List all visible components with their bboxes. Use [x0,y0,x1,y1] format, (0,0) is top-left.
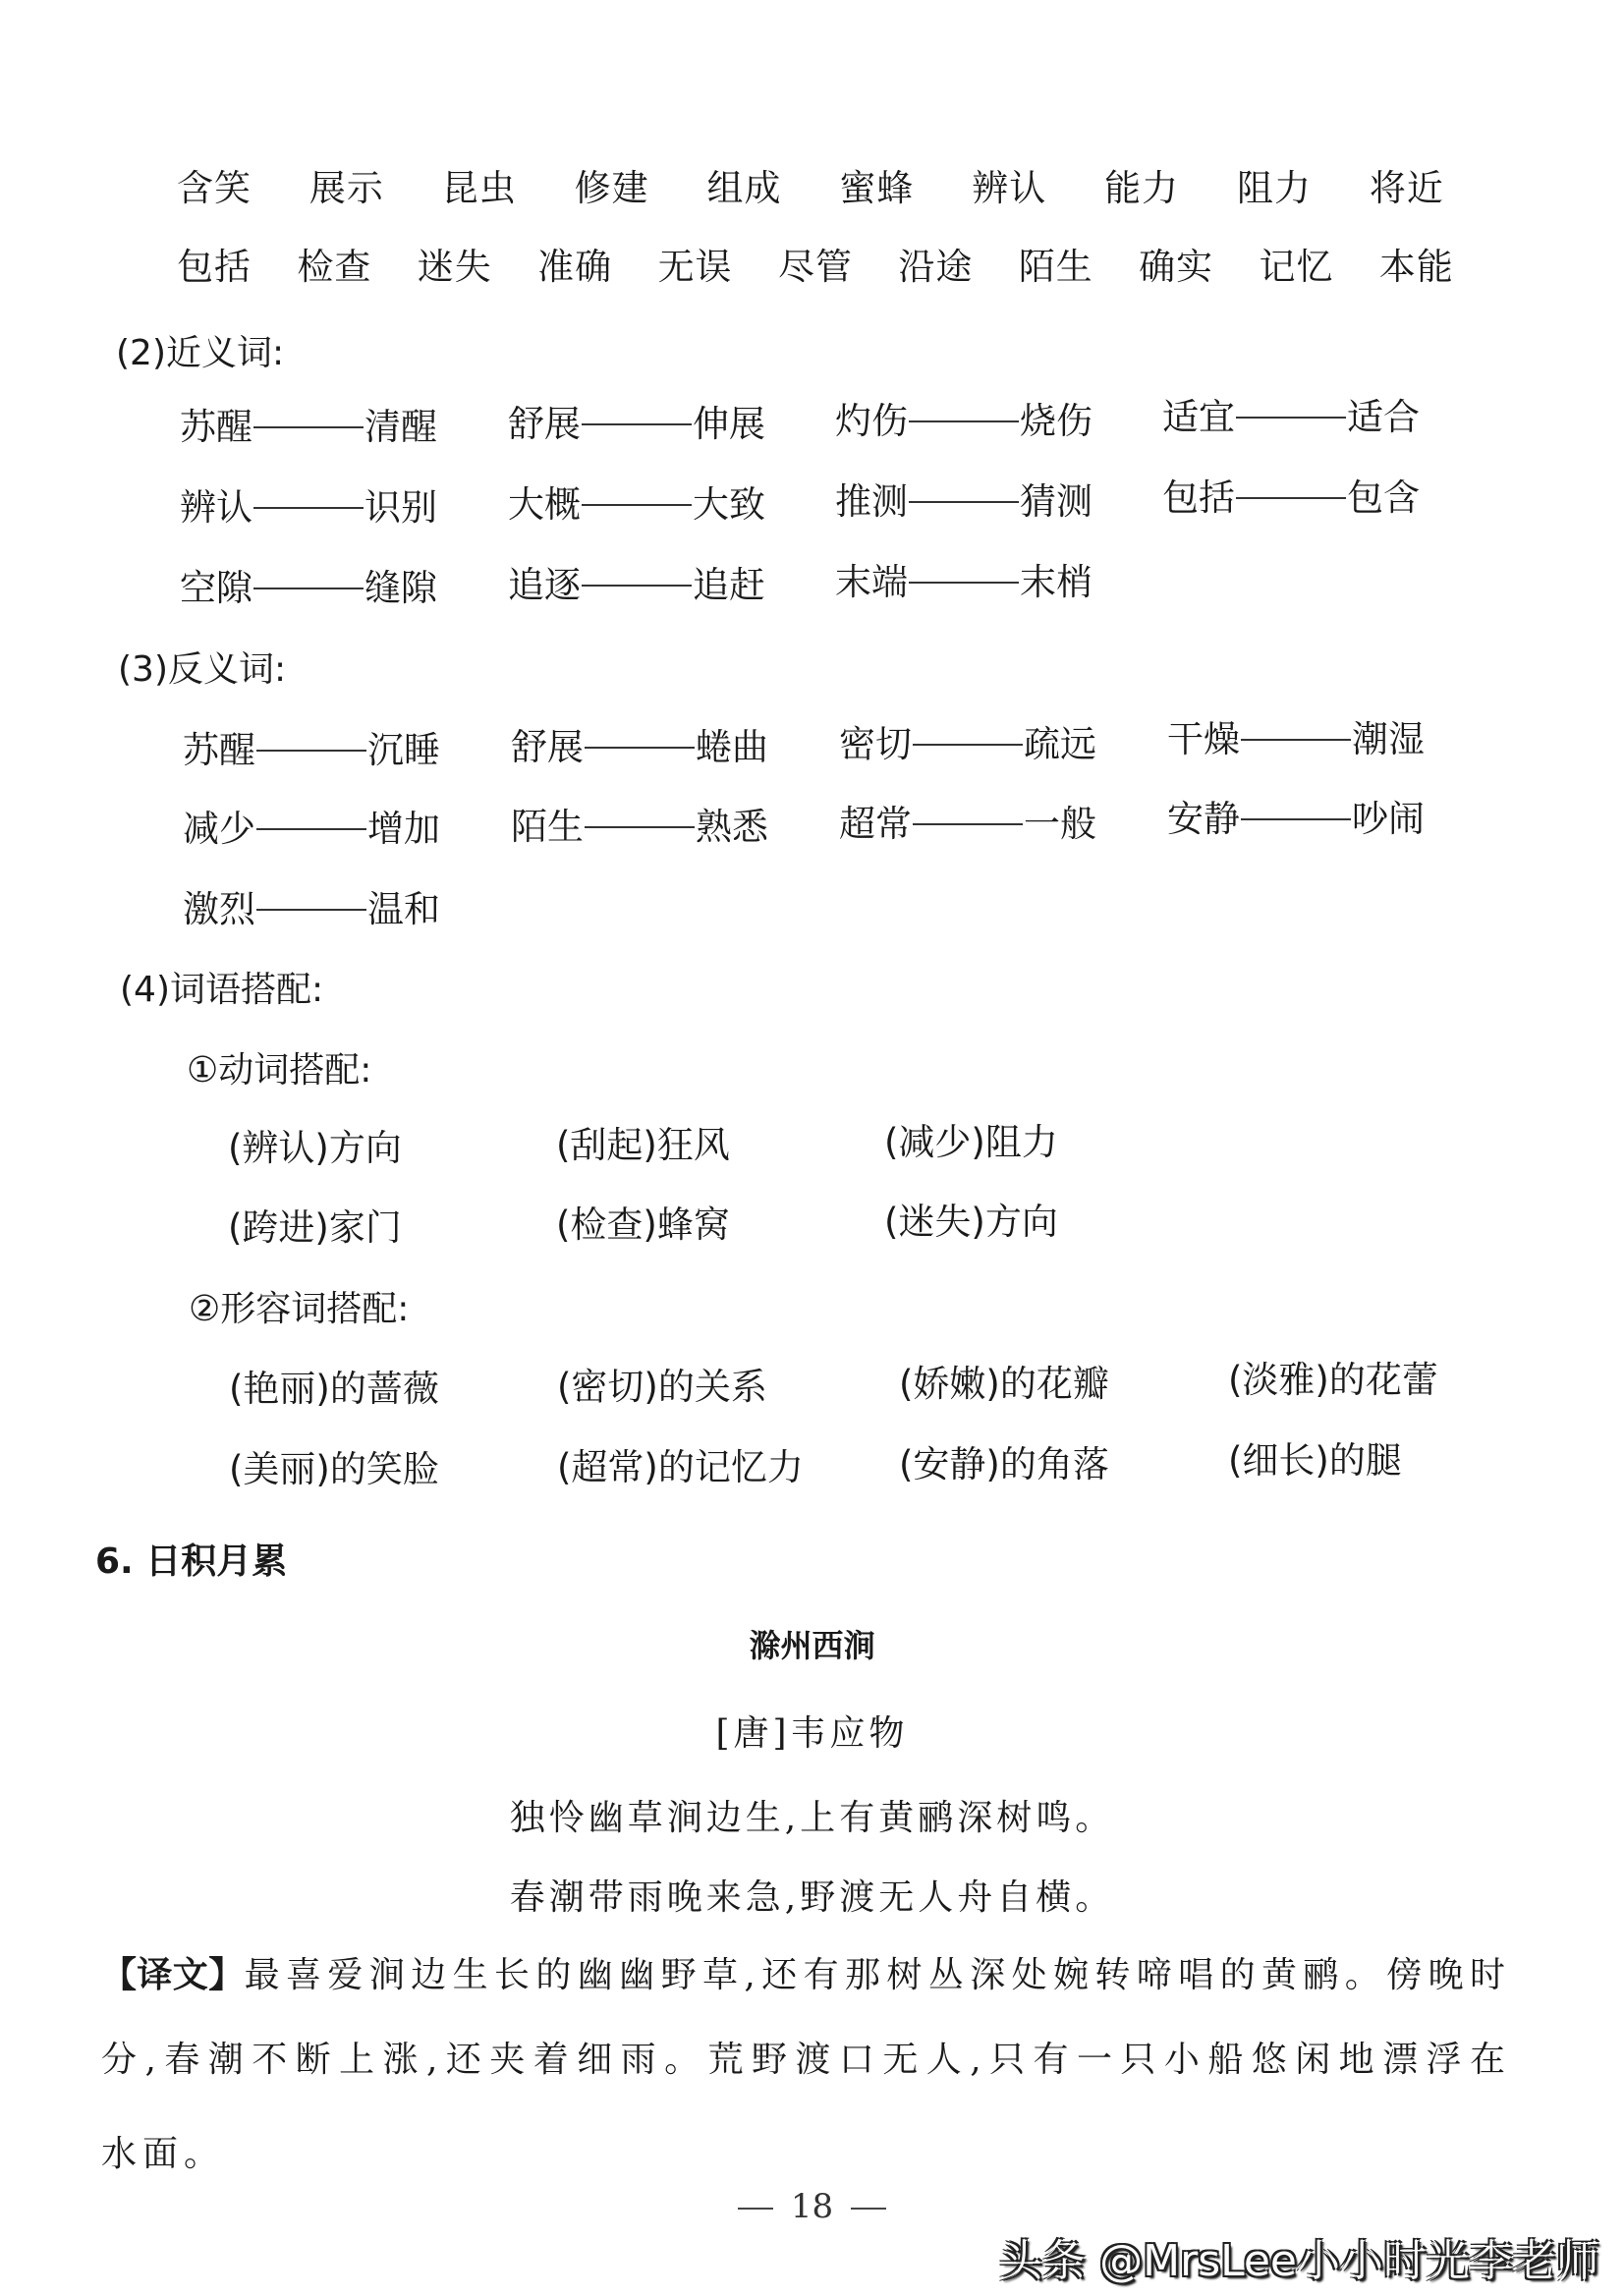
synonym-pair [1162,396,1420,439]
dash-separator [253,426,364,428]
dash-separator [585,747,695,749]
pair-word-b: 末梢 [1020,561,1092,603]
antonym-pair [511,806,768,849]
pair-word-b: 伸展 [693,403,765,445]
dash-separator [909,420,1019,422]
poem-line: 春潮带雨晚来急,野渡无人舟自横。 [509,1877,1115,1918]
section-heading: 6. 日积月累 [95,1541,288,1582]
pair-word-a: 超常 [839,803,912,845]
pair-word-b: 识别 [364,486,437,529]
translation-line [101,1947,1511,1997]
synonym-pair [508,564,765,607]
pair-word-b: 缝隙 [364,567,437,609]
pair-word-b: 烧伤 [1020,400,1092,442]
translation-tag: 【译文】 [101,1955,245,1995]
vocab-word: 能力 [1104,167,1180,209]
pair-word-a: 减少 [183,808,255,850]
pair-word-b: 一般 [1024,803,1096,845]
antonym-pair [183,888,440,931]
synonym-pair [835,480,1092,524]
dash-right [851,2208,886,2210]
pair-word-a: 密切 [839,723,912,765]
pair-word-a: 适宜 [1162,396,1235,438]
pair-word-b: 适合 [1347,396,1420,438]
poem-author: [唐]韦应物 [715,1713,909,1754]
dash-separator [1241,818,1351,820]
collocations-label: (4)词语搭配: [120,970,324,1010]
dash-separator [582,504,692,506]
vocab-word: 检查 [297,246,372,288]
antonym-pair [183,808,440,851]
vocab-word: 无误 [657,246,733,288]
dash-separator [909,582,1019,584]
pair-word-a: 干燥 [1167,718,1240,760]
dash-separator [256,828,366,830]
vocab-word: 准确 [537,246,613,288]
pair-word-a: 舒展 [508,403,581,445]
synonym-pair [835,400,1092,443]
page-number [0,2187,1624,2226]
antonym-pair [511,726,768,769]
dash-separator [1236,497,1346,499]
adjective-collocation: (艳丽)的蔷薇 [229,1368,439,1410]
synonyms-label: (2)近义词: [116,333,285,373]
pair-word-b: 疏远 [1024,723,1096,765]
synonym-pair [180,567,437,610]
pair-word-a: 苏醒 [180,406,252,448]
dash-separator [585,826,695,828]
verb-collocation: (检查)蜂窝 [556,1204,730,1246]
pair-word-a: 追逐 [508,564,581,606]
vocab-word: 辨认 [972,167,1047,209]
adjective-collocation: (美丽)的笑脸 [229,1448,439,1490]
pair-word-a: 辨认 [180,486,252,529]
poem-title: 滁州西涧 [749,1627,875,1664]
dash-separator [582,423,692,425]
vocab-word: 陌生 [1018,246,1093,288]
poem-line: 独怜幽草涧边生,上有黄鹂深树鸣。 [509,1798,1115,1838]
dash-separator [256,750,366,752]
pair-word-a: 大概 [508,483,581,526]
synonym-pair [508,403,765,446]
antonym-pair [1167,718,1425,761]
vocab-word: 组成 [706,167,782,209]
synonym-pair [835,561,1092,604]
adjective-collocation: (淡雅)的花蕾 [1228,1359,1438,1401]
pair-word-b: 温和 [367,888,440,930]
translation-line: 水面。 [101,2134,226,2174]
pair-word-b: 大致 [693,483,765,526]
vocab-word: 阻力 [1237,167,1312,209]
vocab-word: 本能 [1378,246,1454,288]
vocab-row-1 [177,167,1444,210]
dash-separator [913,823,1023,825]
dash-left [738,2208,773,2210]
pair-word-a: 舒展 [511,726,584,768]
pair-word-a: 安静 [1167,798,1240,840]
pair-word-b: 增加 [367,808,440,850]
dash-separator [1236,417,1346,419]
pair-word-b: 吵闹 [1352,798,1425,840]
pair-word-a: 陌生 [511,806,584,848]
synonym-pair [1162,476,1420,520]
vocab-word: 蜜蜂 [839,167,915,209]
vocab-word: 包括 [177,246,252,288]
pair-word-b: 潮湿 [1352,718,1425,760]
vocab-word: 展示 [308,167,384,209]
pair-word-a: 包括 [1162,476,1235,519]
verb-collocation: (辨认)方向 [228,1127,402,1169]
adjective-collocation: (安静)的角落 [899,1443,1109,1485]
antonym-pair [183,729,440,772]
vocab-word: 昆虫 [441,167,517,209]
adjective-collocation: (密切)的关系 [557,1366,767,1408]
watermark: 头条 @MrsLee小小时光李老师 [999,2236,1599,2286]
dash-separator [253,588,364,589]
dash-separator [253,507,364,509]
verb-collocation: (减少)阻力 [884,1121,1058,1163]
pair-word-b: 追赶 [693,564,765,606]
vocab-word: 修建 [574,167,649,209]
dash-separator [256,909,366,911]
synonym-pair [180,406,437,449]
adjective-collocations-label: ②形容词搭配: [189,1289,410,1329]
synonym-pair [180,486,437,530]
dash-separator [913,744,1023,746]
vocab-word: 迷失 [417,246,492,288]
pair-word-b: 清醒 [364,406,437,448]
translation-text: 最喜爱涧边生长的幽幽野草,还有那树丛深处婉转啼唱的黄鹂。傍晚时 [244,1955,1511,1995]
antonym-pair [839,723,1096,766]
page-number-text: 18 [790,2187,834,2226]
pair-word-b: 猜测 [1020,480,1092,523]
pair-word-b: 沉睡 [367,729,440,771]
adjective-collocation: (娇嫩)的花瓣 [899,1363,1109,1405]
vocab-word: 含笑 [177,167,252,209]
vocab-word: 记忆 [1259,246,1334,288]
pair-word-a: 推测 [835,480,908,523]
vocab-word: 尽管 [777,246,853,288]
verb-collocation: (迷失)方向 [884,1201,1058,1243]
pair-word-a: 灼伤 [835,400,908,442]
pair-word-b: 包含 [1347,476,1420,519]
pair-word-a: 激烈 [183,888,255,930]
vocab-word: 将近 [1369,167,1444,209]
pair-word-b: 蜷曲 [696,726,768,768]
pair-word-b: 熟悉 [696,806,768,848]
translation-line: 分,春潮不断上涨,还夹着细雨。荒野渡口无人,只有一只小船悠闲地漂浮在 [101,2040,1511,2080]
antonym-pair [1167,798,1425,841]
adjective-collocation: (细长)的腿 [1228,1439,1402,1482]
dash-separator [582,585,692,587]
pair-word-a: 苏醒 [183,729,255,771]
verb-collocation: (刮起)狂风 [556,1124,730,1166]
vocab-word: 沿途 [898,246,974,288]
vocab-word: 确实 [1139,246,1214,288]
adjective-collocation: (超常)的记忆力 [557,1446,804,1488]
pair-word-a: 末端 [835,561,908,603]
dash-separator [909,501,1019,503]
verb-collocation: (跨进)家门 [228,1206,402,1249]
dash-separator [1241,739,1351,741]
antonyms-label: (3)反义词: [118,649,287,690]
verb-collocations-label: ①动词搭配: [187,1050,372,1091]
pair-word-a: 空隙 [180,567,252,609]
antonym-pair [839,803,1096,846]
synonym-pair [508,483,765,527]
vocab-row-2 [177,246,1454,289]
